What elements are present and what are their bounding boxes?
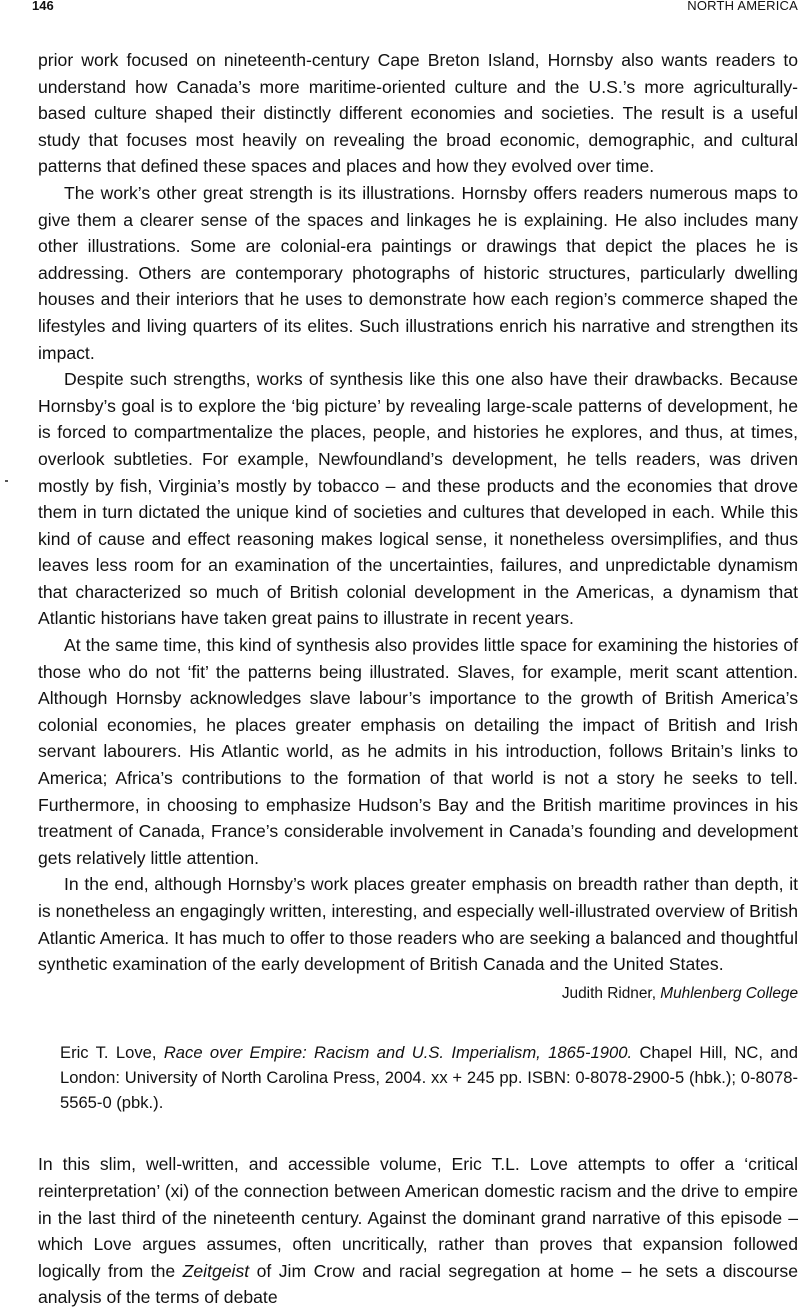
- review-paragraph: [38, 1151, 798, 1311]
- review-paragraph: prior work focused on nineteenth-century Cape Breton Island, Hornsby also wants readers to understand how Canada’s more maritime-oriented culture and the U.S.’s more agriculturally-based culture shaped their distinctly different economies and societies. The result is a useful study that focuses most heavily on revealing the broad economic, demographic, and cultural patterns that defined these spaces and places and how they evolved over time.: [38, 50, 798, 177]
- review-paragraph: Despite such strengths, works of synthesis like this one also have their drawbacks. Because Hornsby’s goal is to explore the ‘big picture’ by revealing large-scale patterns of development, he is forced to compartmentalize the places, people, and histories he explores, and thus, at times, overlook subtleties. For example, Newfoundland’s development, he tells readers, was driven mostly by fish, Virginia’s mostly by tobacco – and these products and the economies that drove them in turn dictated the unique kind of societies and cultures that developed in each. While this kind of cause and effect reasoning makes logical sense, it nonetheless oversimplifies, and thus leaves less room for an examination of the uncertainties, failures, and unpredictable dynamism that characterized so much of British colonial development in the Americas, a dynamism that Atlantic historians have taken great pains to illustrate in recent years.: [38, 369, 798, 629]
- book-citation: [60, 1040, 798, 1116]
- review-paragraph: At the same time, this kind of synthesis also provides little space for examining the histories of those who do not ‘fit’ the patterns being illustrated. Slaves, for example, merit scant attention. Although Hornsby acknowledges slave labour’s importance to the growth of British America’s colonial economies, he places greater emphasis on detailing the impact of British and Irish servant labourers. His Atlantic world, as he admits in his introduction, follows Britain’s links to America; Africa’s contributions to the formation of that world is not a story he seeks to tell. Furthermore, in choosing to emphasize Hudson’s Bay and the British maritime provinces in his treatment of Canada, France’s considerable involvement in Canada’s founding and development gets relatively little attention.: [38, 635, 798, 868]
- review-text: of Jim Crow and racial segregation at home – he sets a discourse analysis of the terms of debate: [38, 1260, 798, 1308]
- running-head: [0, 0, 800, 20]
- review-text: In this slim, well-written, and accessible volume, Eric T.L. Love attempts to offer a ‘critical reinterpretation’ (xi) of the connection between American domestic racism and the drive to empire in the last third of the nineteenth century. Against the dominant grand narrative of this episode – which Love argues assumes, often uncritically, rather than proves that expansion followed logically from the: [38, 1154, 798, 1281]
- reviewer-name: Judith Ridner,: [561, 984, 656, 1002]
- reviewer-institution: Muhlenberg College: [660, 984, 798, 1002]
- review-paragraph: The work’s other great strength is its illustrations. Hornsby offers readers numerous maps to give them a clearer sense of the spaces and linkages he is explaining. He also includes many other illustrations. Some are colonial-era paintings or drawings that depict the places he is addressing. Others are contemporary photographs of historic structures, particularly dwelling houses and their interiors that he uses to demonstrate how each region’s commerce shaped the lifestyles and living quarters of its elites. Such illustrations enrich his narrative and strengthen its impact.: [38, 182, 798, 363]
- review-love: [38, 1040, 798, 1311]
- page-body: [38, 47, 798, 1311]
- review-paragraph: In the end, although Hornsby’s work places greater emphasis on breadth rather than depth, it is nonetheless an engagingly written, interesting, and especially well-illustrated overview of British Atlantic America. It has much to offer to those readers who are seeking a balanced and thoughtful synthetic examination of the early development of British Canada and the United States.: [38, 874, 798, 975]
- review-love-body: [38, 1151, 798, 1311]
- book-author: Eric T. Love,: [60, 1042, 157, 1062]
- book-title: Race over Empire: Racism and U.S. Imperialism, 1865-1900.: [163, 1042, 633, 1062]
- running-head-title: NORTH AMERICA: [687, 0, 798, 13]
- margin-mark: [5, 480, 8, 482]
- page-number: 146: [32, 0, 54, 13]
- book-details: Chapel Hill, NC, and London: University of North Carolina Press, 2004. xx + 245 pp. ISBN: 0-8078-2900-5 (hbk.); 0-8078-5565-0 (pbk.).: [60, 1042, 798, 1113]
- italic-term: Zeitgeist: [182, 1260, 250, 1281]
- reviewer-signature: [38, 982, 798, 1006]
- review-hornsby-continued: [38, 47, 798, 1006]
